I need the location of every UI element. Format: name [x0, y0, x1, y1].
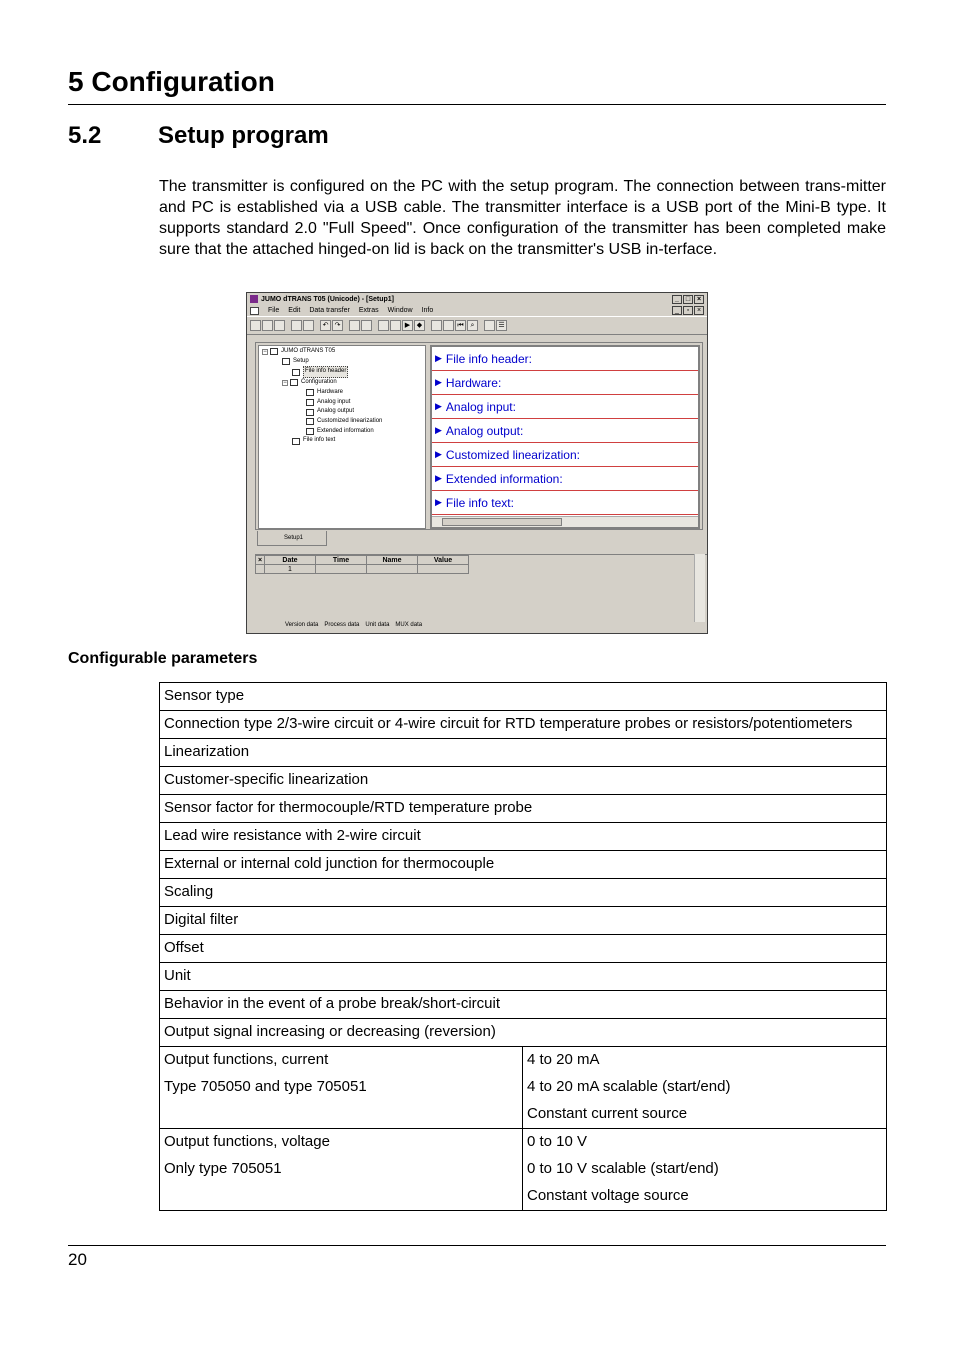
section-link[interactable]: ▶ Analog output: [432, 419, 698, 443]
arrow-right-icon: ▶ [435, 425, 442, 435]
window-title: JUMO dTRANS T05 (Unicode) - [Setup1] [261, 295, 395, 303]
tree-hardware[interactable]: Hardware [259, 388, 425, 398]
mdi-minimize-icon[interactable]: _ [672, 306, 682, 315]
window-icon[interactable] [484, 320, 495, 331]
chart-icon[interactable] [431, 320, 442, 331]
table-row: Lead wire resistance with 2-wire circuit [160, 823, 887, 851]
section-link[interactable]: ▶ File info text: [432, 491, 698, 515]
grid-row-number: 1 [265, 565, 316, 574]
tab-unit-data[interactable]: Unit data [365, 622, 390, 628]
tree-analog-input[interactable]: Analog input [259, 398, 425, 408]
collapse-icon[interactable]: − [283, 379, 287, 386]
document-icon [250, 307, 259, 315]
download-icon[interactable]: ◆ [414, 320, 425, 331]
arrow-right-icon: ▶ [435, 497, 442, 507]
grid-header-name[interactable]: Name [367, 556, 418, 565]
edit-icon[interactable] [361, 320, 372, 331]
section-link[interactable]: ▶ File info header: [432, 347, 698, 371]
output-voltage-cell: Output functions, voltage Only type 705051 [160, 1129, 523, 1211]
arrow-right-icon: ▶ [435, 353, 442, 363]
maximize-icon[interactable]: □ [683, 295, 693, 304]
window-titlebar [247, 293, 707, 305]
save-icon[interactable] [274, 320, 285, 331]
print-icon[interactable] [303, 320, 314, 331]
section-link[interactable]: ▶ Extended information: [432, 467, 698, 491]
checklist-icon [292, 438, 300, 445]
table-row: Linearization [160, 739, 887, 767]
menu-extras[interactable]: Extras [358, 307, 379, 314]
menu-edit[interactable]: Edit [288, 307, 301, 314]
section-link[interactable]: ▶ Hardware: [432, 371, 698, 395]
device-icon [270, 348, 278, 355]
page-number: 20 [68, 1250, 87, 1269]
table-row: Offset [160, 935, 887, 963]
zoom-icon[interactable]: ⌕ [467, 320, 478, 331]
app-logo-icon [250, 295, 258, 303]
tree-extended-information[interactable]: Extended information [259, 427, 425, 437]
section-heading [68, 122, 329, 150]
horizontal-scrollbar[interactable] [432, 516, 698, 527]
header-rule [68, 104, 886, 105]
table-row [160, 1047, 887, 1129]
grid-header-time[interactable]: Time [316, 556, 367, 565]
params-heading: Configurable parameters [68, 650, 258, 667]
section-link[interactable]: ▶ Analog input: [432, 395, 698, 419]
tab-version-data[interactable]: Version data [285, 622, 319, 628]
footer-rule [68, 1245, 886, 1246]
tree-file-info-header[interactable]: File info header [259, 366, 425, 378]
list-icon[interactable]: ☰ [496, 320, 507, 331]
scroll-thumb[interactable] [442, 518, 562, 526]
open-icon[interactable] [262, 320, 273, 331]
checklist-icon [306, 389, 314, 396]
toolbar [247, 316, 707, 335]
table-row: Sensor type [160, 683, 887, 711]
menu-info[interactable]: Info [421, 307, 434, 314]
tree-customized-linearization[interactable]: Customized linearization [259, 417, 425, 427]
checklist-icon [292, 369, 300, 376]
checklist-icon [306, 428, 314, 435]
table-row: Connection type 2/3-wire circuit or 4-wire circuit for RTD temperature probes or resistors/potentiometers [160, 711, 887, 739]
sections-panel [430, 345, 700, 529]
setup-icon [282, 358, 290, 365]
gear-icon [290, 379, 298, 386]
table-row: Sensor factor for thermocouple/RTD temperature probe [160, 795, 887, 823]
arrow-right-icon: ▶ [435, 401, 442, 411]
tree-file-info-text[interactable]: File info text [259, 436, 425, 446]
grid-corner[interactable]: × [256, 556, 265, 565]
document-window [255, 342, 703, 530]
tree-configuration[interactable]: − Configuration [283, 379, 337, 386]
print-preview-icon[interactable] [291, 320, 302, 331]
grid-row-marker [256, 565, 265, 574]
menu-file[interactable]: File [268, 307, 280, 314]
arrow-right-icon: ▶ [435, 377, 442, 387]
vertical-scrollbar[interactable] [694, 554, 705, 622]
checklist-icon [306, 418, 314, 425]
grid-header-value[interactable]: Value [418, 556, 469, 565]
output-voltage-options: 0 to 10 V 0 to 10 V scalable (start/end) Constant voltage source [523, 1129, 887, 1211]
redo-icon[interactable]: ↷ [332, 320, 343, 331]
setup-program-screenshot [246, 292, 708, 634]
grid-icon[interactable] [443, 320, 454, 331]
menu-data-transfer[interactable]: Data transfer [309, 307, 350, 314]
close-icon[interactable]: × [694, 295, 704, 304]
table-row: Unit [160, 963, 887, 991]
section-link[interactable]: ▶ Customized linearization: [432, 443, 698, 467]
intro-paragraph: The transmitter is configured on the PC with the setup program. The connection between trans-mitter and PC is established via a USB cable. The transmitter interface is a USB port of the Mini-B type. It supports standard 2.0 "Full Speed". Once configuration of the transmitter has been completed make sure that the attached hinged-on lid is back on the transmitter's USB in-terface. [159, 178, 886, 258]
checklist-icon [306, 409, 314, 416]
section-number: 5.2 [68, 122, 102, 149]
tab-mux-data[interactable]: MUX data [395, 622, 423, 628]
chapter-title: 5 Configuration [68, 66, 275, 97]
arrow-right-icon: ▶ [435, 473, 442, 483]
tab-process-data[interactable]: Process data [324, 622, 360, 628]
table-row: Behavior in the event of a probe break/short-circuit [160, 991, 887, 1019]
table-row: Scaling [160, 879, 887, 907]
menu-window[interactable]: Window [387, 307, 413, 314]
undo-icon[interactable]: ↶ [320, 320, 331, 331]
tree-analog-output[interactable]: Analog output [259, 407, 425, 417]
table-row: External or internal cold junction for thermocouple [160, 851, 887, 879]
table-row [160, 1129, 887, 1211]
transfer-icon[interactable] [390, 320, 401, 331]
collapse-icon[interactable]: − [263, 348, 267, 355]
table-row: Customer-specific linearization [160, 767, 887, 795]
checklist-icon [306, 399, 314, 406]
tree-setup[interactable]: Setup [259, 357, 425, 367]
grid-header-date[interactable]: Date [265, 556, 316, 565]
connect-icon[interactable] [349, 320, 360, 331]
table-row: Digital filter [160, 907, 887, 935]
upload-icon[interactable]: ▶ [402, 320, 413, 331]
tab-setup1[interactable]: Setup1 [257, 531, 327, 546]
grid-tabs [255, 622, 422, 628]
table-row: Output signal increasing or decreasing (reversion) [160, 1019, 887, 1047]
params-table [159, 682, 887, 1211]
output-current-cell: Output functions, current Type 705050 and type 705051 [160, 1047, 523, 1129]
document-tabs [255, 531, 703, 547]
device-icon[interactable] [378, 320, 389, 331]
menu-bar [247, 305, 707, 316]
mdi-close-icon[interactable]: × [694, 306, 704, 315]
first-icon[interactable]: ⏮ [455, 320, 466, 331]
section-title: Setup program [158, 122, 329, 149]
output-current-options: 4 to 20 mA 4 to 20 mA scalable (start/end) Constant current source [523, 1047, 887, 1129]
tree-root[interactable]: − JUMO dTRANS T05 [263, 348, 336, 355]
setup-tree [258, 345, 426, 529]
mdi-restore-icon[interactable]: ▫ [683, 306, 693, 315]
minimize-icon[interactable]: _ [672, 295, 682, 304]
new-icon[interactable] [250, 320, 261, 331]
arrow-right-icon: ▶ [435, 449, 442, 459]
